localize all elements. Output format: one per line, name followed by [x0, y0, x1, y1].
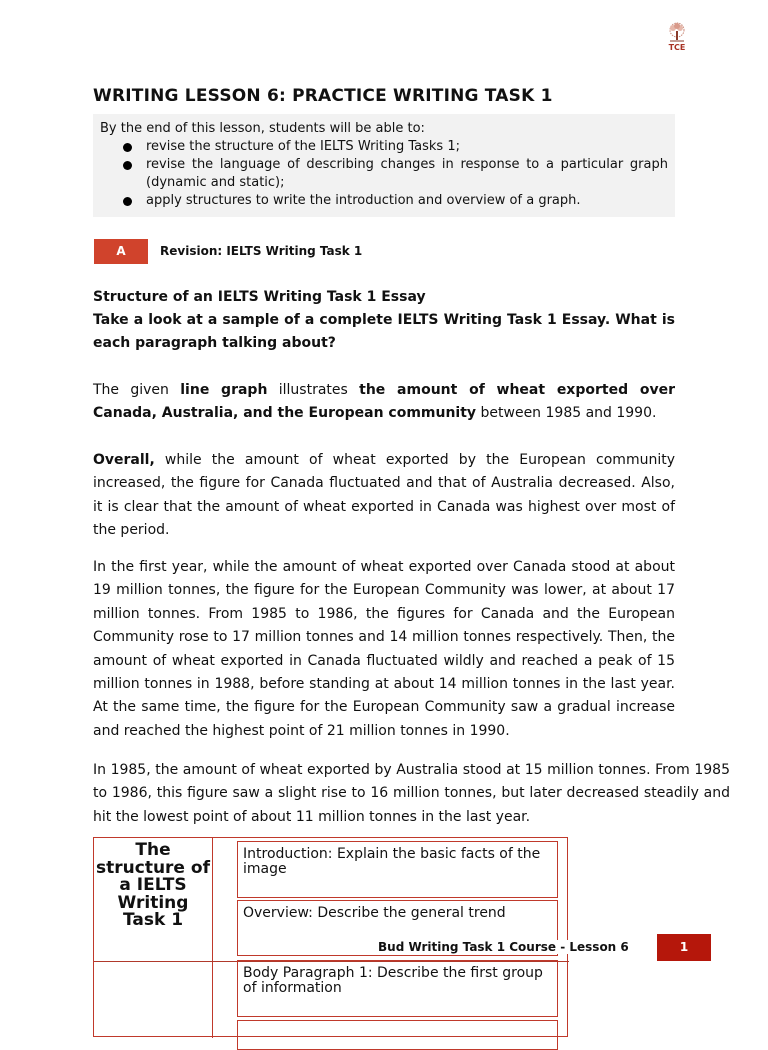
objective-item: revise the language of describing changes in response to a particular graph (dynamic and static);: [100, 156, 668, 192]
section-badge: A: [94, 239, 148, 264]
objectives-list: [100, 138, 668, 210]
table-divider: [212, 838, 213, 1038]
logo-text: TCE: [668, 43, 686, 52]
structure-label: The structure of a IELTS Writing Task 1: [96, 840, 210, 930]
structure-box-overview: Overview: Describe the general trend: [237, 900, 558, 956]
objective-item: revise the structure of the IELTS Writing Tasks 1;: [100, 138, 668, 156]
structure-box-body-1: Body Paragraph 1: Describe the first group of information: [237, 960, 558, 1017]
lesson-title: WRITING LESSON 6: PRACTICE WRITING TASK 1: [93, 86, 553, 106]
footer-course-label: Bud Writing Task 1 Course - Lesson 6: [378, 940, 629, 954]
essay-body-paragraph-1: In the first year, while the amount of wheat exported over Canada stood at about 19 million tonnes, the figure for the European Community was lower, at about 17 million tonnes. From 1985 to 1986, the figures for Canada and the European Community rose to 17 million tonnes and 14 million tonnes respectively. Then, the amount of wheat exported in Canada fluctuated wildly and reached a peak of 15 million tonnes in 1988, before standing at about 14 million tonnes in the last year. At the same time, the figure for the European Community saw a gradual increase and reached the highest point of 21 million tonnes in 1990.: [93, 559, 675, 739]
essay-introduction: The given line graph illustrates the amount of wheat exported over Canada, Australia, and the European community between 1985 and 1990.: [93, 382, 675, 422]
structure-heading: Structure of an IELTS Writing Task 1 Essay: [93, 289, 426, 305]
bullet-icon: [123, 143, 132, 152]
page-number-badge: 1: [657, 934, 711, 961]
essay-overview: Overall, while the amount of wheat exported by the European community increased, the figure for Canada fluctuated and that of Australia decreased. Also, it is clear that the amount of wheat exported in Canada was highest over most of the period.: [93, 452, 675, 539]
objectives-intro: By the end of this lesson, students will be able to:: [100, 121, 425, 136]
structure-table: [93, 837, 568, 1037]
logo-tagline: [659, 52, 695, 56]
section-title: Revision: IELTS Writing Task 1: [160, 244, 363, 258]
bullet-icon: [123, 197, 132, 206]
tce-logo: [659, 22, 695, 62]
bullet-icon: [123, 161, 132, 170]
structure-question: Take a look at a sample of a complete IELTS Writing Task 1 Essay. What is each paragraph talking about?: [93, 312, 675, 352]
tree-icon: [666, 22, 688, 42]
objective-item: apply structures to write the introduction and overview of a graph.: [100, 192, 668, 210]
essay-body-paragraph-2: In 1985, the amount of wheat exported by Australia stood at 15 million tonnes. From 1985 to 1986, this figure saw a slight rise to 16 million tonnes, but later decreased steadily and hit the lowest point of about 11 million tonnes in the last year.: [93, 762, 730, 825]
objectives-box: [93, 114, 675, 217]
structure-box-body-2: [237, 1020, 558, 1050]
structure-box-introduction: Introduction: Explain the basic facts of the image: [237, 841, 558, 898]
